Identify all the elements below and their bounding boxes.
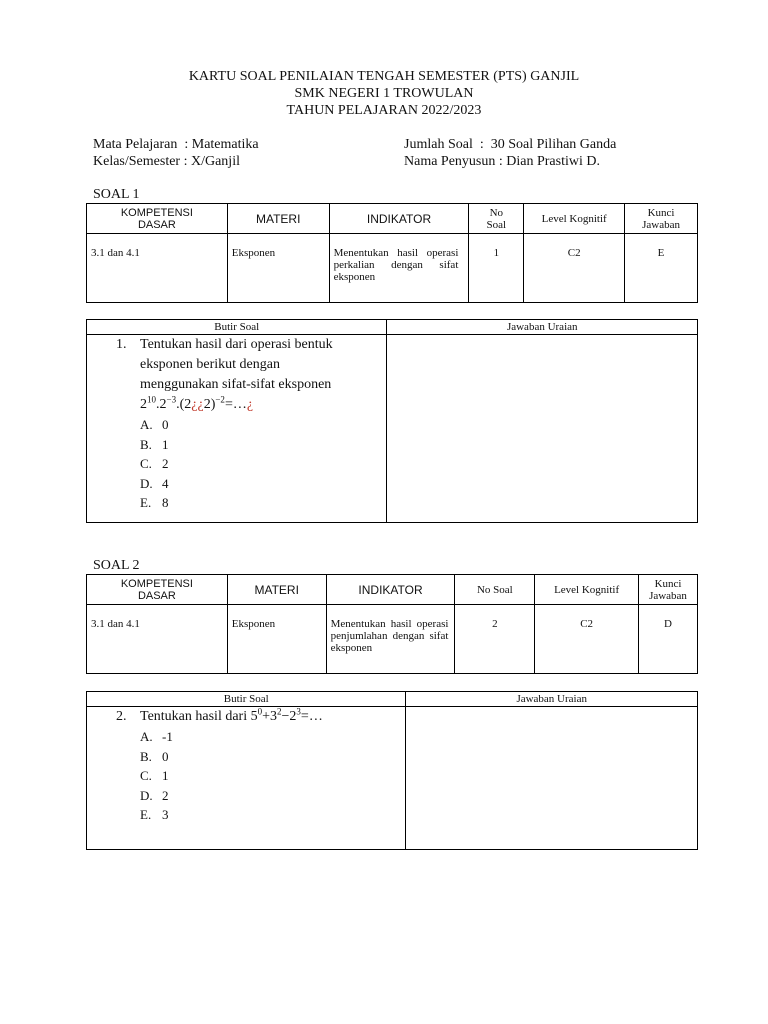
soal-1-no: 1 [469, 234, 524, 303]
soal-1-number: 1. [116, 337, 127, 352]
soal-1-question-line-1: Tentukan hasil dari operasi bentuk [140, 337, 333, 352]
header-no-soal: No Soal [455, 575, 535, 605]
soal-2-option-c: C. 1 [140, 768, 169, 783]
kelas-value: X/Ganjil [190, 154, 240, 169]
soal-1-options [140, 415, 380, 513]
soal-2-option-d: D. 2 [140, 787, 169, 803]
header-level-kognitif: Level Kognitif [524, 204, 625, 234]
soal-2-question-cell [87, 707, 406, 850]
soal-1-question-cell [87, 335, 387, 523]
header-kunci-jawaban: Kunci Jawaban [625, 204, 698, 234]
soal-1-kd: 3.1 dan 4.1 [87, 234, 228, 303]
jumlah-row [404, 136, 616, 153]
soal-1-expression: $2^{10}.2^{-3}.(2¿¿2)^{-2}=\dots¿$ [140, 394, 254, 412]
soal-1-option-a: A. 0 [140, 417, 169, 432]
header-level-kognitif: Level Kognitif [535, 575, 639, 605]
header-kompetensi-dasar: KOMPETENSI DASAR [87, 204, 228, 234]
mapel-row [93, 136, 259, 153]
soal-2-options [140, 727, 400, 825]
soal-1-butir-table [86, 319, 698, 523]
soal-1-kunci: E [625, 234, 698, 303]
soal-2-number: 2. [116, 709, 127, 724]
soal-1-option-b: B. 1 [140, 436, 169, 452]
soal-1-option-c: C. 2 [140, 456, 169, 471]
soal-1-option-e: E. 8 [140, 495, 169, 510]
header-indikator: INDIKATOR [326, 575, 455, 605]
soal-2-option-e: E. 3 [140, 807, 169, 822]
soal-2-question-text: Tentukan hasil dari $5^0+3^2-2^3=\dots$ [140, 706, 323, 724]
soal-1-answer-cell [387, 335, 698, 523]
header-jawaban-uraian: Jawaban Uraian [387, 320, 698, 335]
soal-2-question [140, 707, 400, 825]
soal-2-answer-cell [406, 707, 698, 850]
soal-2-label: SOAL 2 [93, 558, 140, 573]
kelas-row [93, 153, 240, 170]
mapel-value: Matematika [191, 137, 259, 152]
jumlah-label: Jumlah Soal : [404, 137, 491, 152]
soal-2-info-table [86, 574, 698, 674]
soal-2-kunci: D [639, 605, 698, 674]
soal-2-option-a: A. -1 [140, 729, 173, 744]
header-materi: MATERI [227, 575, 326, 605]
header-butir-soal: Butir Soal [87, 692, 406, 707]
mapel-label: Mata Pelajaran : [93, 137, 192, 152]
header-kunci-jawaban: Kunci Jawaban [639, 575, 698, 605]
penyusun-value: Dian Prastiwi D. [506, 154, 600, 169]
jumlah-value: 30 Soal Pilihan Ganda [490, 137, 617, 152]
soal-1-question-line-3: menggunakan sifat-sifat eksponen [140, 377, 332, 392]
soal-1-option-d: D. 4 [140, 475, 169, 491]
header-materi: MATERI [227, 204, 329, 234]
soal-1-question-line-2: eksponen berikut dengan [140, 357, 280, 372]
header-jawaban-uraian: Jawaban Uraian [406, 692, 698, 707]
header-butir-soal: Butir Soal [87, 320, 387, 335]
soal-2-butir-table [86, 691, 698, 850]
penyusun-row [404, 153, 600, 170]
soal-1-info-table [86, 203, 698, 303]
soal-1-indikator: Menentukan hasil operasi perkalian dengan sifat eksponen [329, 234, 469, 303]
academic-year: TAHUN PELAJARAN 2022/2023 [286, 103, 482, 118]
penyusun-label: Nama Penyusun : [404, 154, 507, 169]
soal-2-kd: 3.1 dan 4.1 [87, 605, 228, 674]
soal-2-level: C2 [535, 605, 639, 674]
soal-1-materi: Eksponen [227, 234, 329, 303]
header-kompetensi-dasar: KOMPETENSI DASAR [87, 575, 228, 605]
soal-2-indikator: Menentukan hasil operasi penjumlahan dengan sifat eksponen [326, 605, 455, 674]
soal-2-materi: Eksponen [227, 605, 326, 674]
soal-1-level: C2 [524, 234, 625, 303]
header-no-soal: No Soal [469, 204, 524, 234]
document-title: KARTU SOAL PENILAIAN TENGAH SEMESTER (PTS) GANJIL [188, 69, 580, 84]
soal-2-option-b: B. 0 [140, 748, 169, 764]
soal-2-no: 2 [455, 605, 535, 674]
soal-1-label: SOAL 1 [93, 187, 140, 202]
kelas-label: Kelas/Semester : [93, 154, 191, 169]
school-name: SMK NEGERI 1 TROWULAN [294, 86, 474, 101]
header-indikator: INDIKATOR [329, 204, 469, 234]
soal-1-question [140, 335, 380, 513]
